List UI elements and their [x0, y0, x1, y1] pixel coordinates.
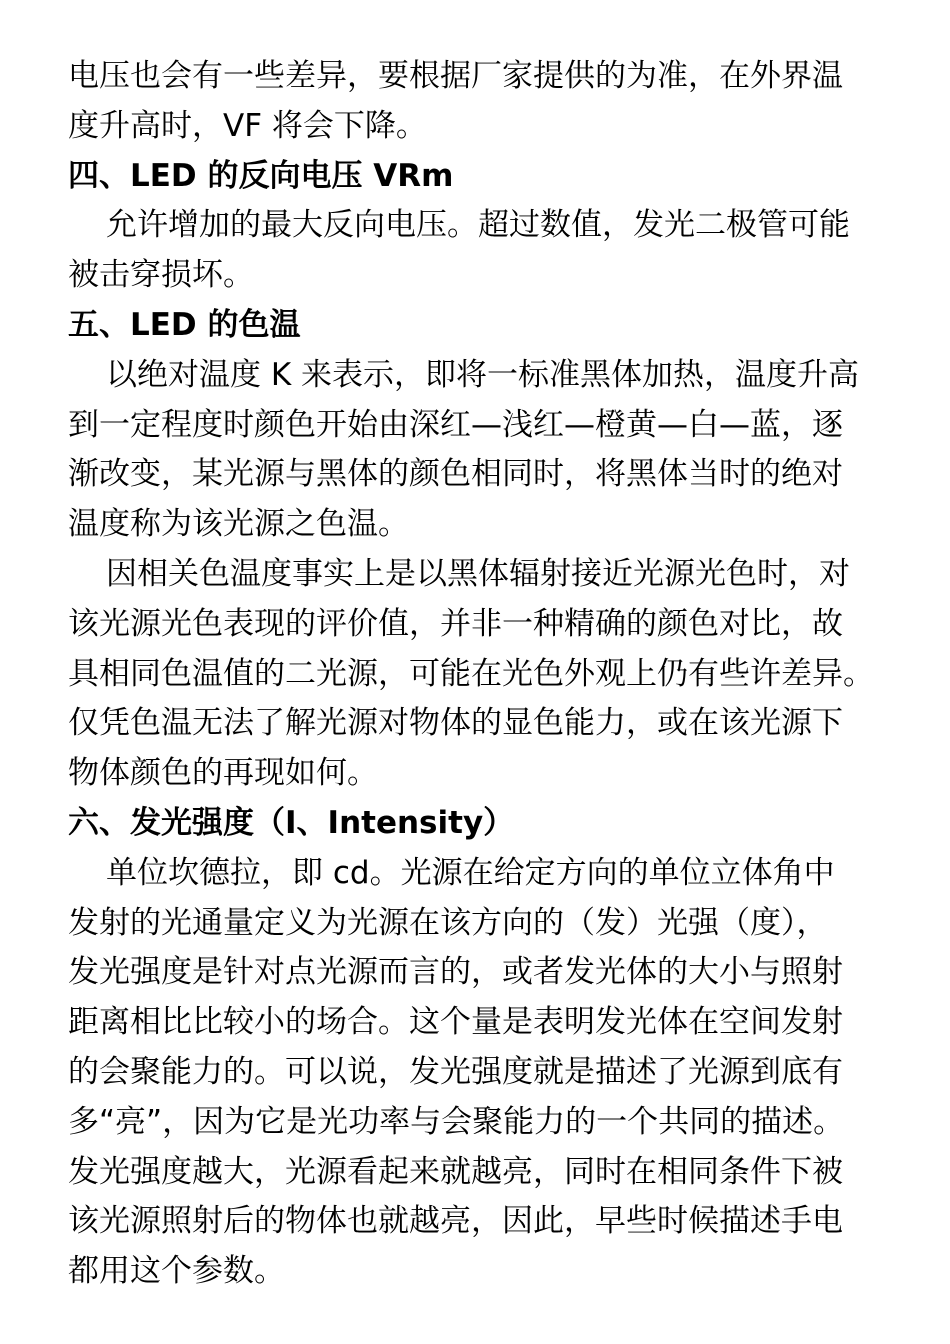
paragraph-first-line: 以绝对温度 K 来表示，即将一标准黑体加热，温度升高	[106, 356, 860, 393]
paragraph-line: 渐改变，某光源与黑体的颜色相同时，将黑体当时的绝对	[68, 456, 843, 493]
document-page	[68, 52, 883, 1297]
paragraph-line: 度升高时，VF 将会下降。	[68, 107, 427, 144]
paragraph-line: 距离相比比较小的场合。这个量是表明发光体在空间发射	[68, 1004, 843, 1041]
paragraph-line: 到一定程度时颜色开始由深红—浅红—橙黄—白—蓝，逐	[68, 406, 843, 443]
section-heading: 六、发光强度（I、Intensity）	[68, 804, 515, 841]
paragraph-line: 具相同色温值的二光源，可能在光色外观上仍有些许差异。	[68, 655, 874, 692]
paragraph-line: 的会聚能力的。可以说，发光强度就是描述了光源到底有	[68, 1053, 843, 1090]
paragraph-first-line: 因相关色温度事实上是以黑体辐射接近光源光色时，对	[106, 555, 850, 592]
paragraph-line: 温度称为该光源之色温。	[68, 506, 409, 543]
paragraph-line: 都用这个参数。	[68, 1253, 285, 1290]
paragraph-line: 被击穿损坏。	[68, 257, 254, 294]
section-heading: 五、LED 的色温	[68, 306, 301, 343]
paragraph-line: 多“亮”，因为它是光功率与会聚能力的一个共同的描述。	[68, 1103, 845, 1140]
paragraph-first-line: 允许增加的最大反向电压。超过数值，发光二极管可能	[106, 207, 850, 244]
paragraph-line: 发光强度是针对点光源而言的，或者发光体的大小与照射	[68, 954, 843, 991]
paragraph-line: 该光源光色表现的评价值，并非一种精确的颜色对比，故	[68, 605, 843, 642]
paragraph-first-line: 单位坎德拉，即 cd。光源在给定方向的单位立体角中	[106, 854, 835, 891]
paragraph-line: 该光源照射后的物体也就越亮，因此，早些时候描述手电	[68, 1203, 843, 1240]
paragraph-line: 发光强度越大，光源看起来就越亮，同时在相同条件下被	[68, 1153, 843, 1190]
section-heading: 四、LED 的反向电压 VRm	[68, 157, 454, 194]
paragraph-line: 物体颜色的再现如何。	[68, 755, 378, 792]
paragraph-line: 发射的光通量定义为光源在该方向的（发）光强（度），	[68, 904, 828, 941]
paragraph-line: 仅凭色温无法了解光源对物体的显色能力，或在该光源下	[68, 705, 843, 742]
paragraph-line: 电压也会有一些差异，要根据厂家提供的为准，在外界温	[68, 58, 843, 94]
